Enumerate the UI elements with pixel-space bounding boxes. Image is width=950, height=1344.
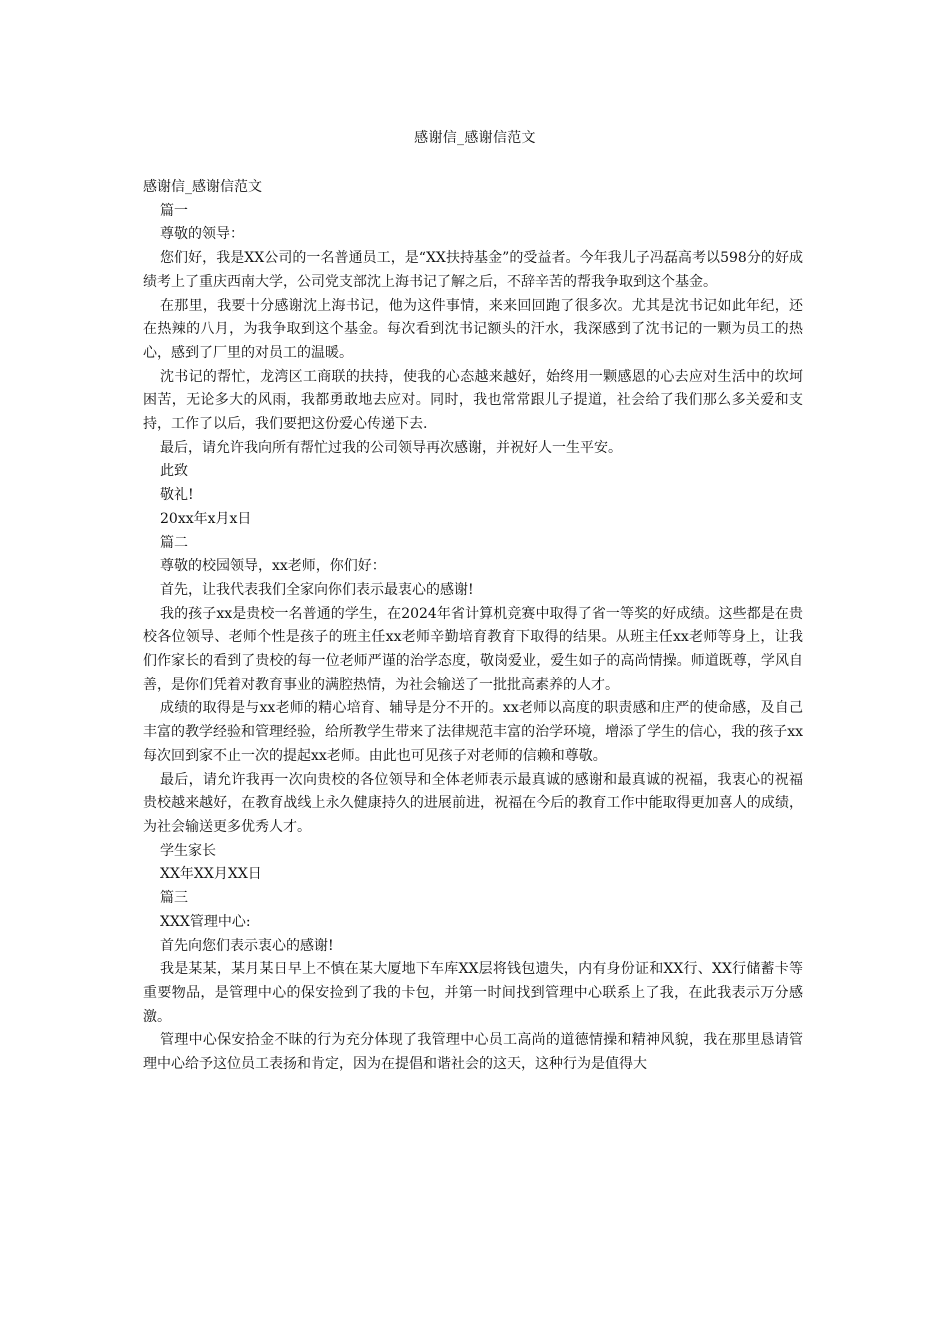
- paragraph: 最后，请允许我再一次向贵校的各位领导和全体老师表示最真诚的感谢和最真诚的祝福，我衷心的祝福贵校越来越好，在教育战线上永久健康持久的进展前进，祝福在今后的教育工作中能取得更加喜人的成绩，为社会输送更多优秀人才。: [143, 771, 803, 835]
- paragraph: 沈书记的帮忙，龙湾区工商联的扶持，使我的心态越来越好，始终用一颗感恩的心去应对生活中的坎坷困苦，无论多大的风雨，我都勇敢地去应对。同时，我也常常跟儿子提道，社会给了我们那么多关爱和支持，工作了以后，我们要把这份爱心传递下去.: [143, 368, 803, 433]
- paragraph: 学生家长: [160, 842, 216, 859]
- paragraph: 首先，让我代表我们全家向你们表示最衷心的感谢!: [160, 581, 474, 598]
- paragraph: 篇一: [160, 202, 188, 219]
- paragraph: 尊敬的领导：: [160, 226, 244, 243]
- page-title: 感谢信_感谢信范文: [414, 130, 536, 146]
- paragraph: 您们好，我是XX公司的一名普通员工，是“XX扶持基金”的受益者。今年我儿子冯磊高考以598分的好成绩考上了重庆西南大学，公司党支部沈上海书记了解之后，不辞辛苦的帮我争取到这个基金。: [143, 250, 803, 290]
- paragraph: 最后，请允许我向所有帮忙过我的公司领导再次感谢，并祝好人一生平安。: [160, 439, 622, 456]
- paragraph: 篇二: [160, 534, 188, 551]
- paragraph: 我是某某，某月某日早上不慎在某大厦地下车库XX层将钱包遗失，内有身份证和XX行、XX行储蓄卡等重要物品，是管理中心的保安捡到了我的卡包，并第一时间找到管理中心联系上了我，在此我表示万分感激。: [143, 961, 803, 1025]
- paragraph: 尊敬的校园领导，xx老师，你们好：: [160, 558, 386, 575]
- paragraph: 敬礼!: [160, 487, 194, 504]
- paragraph: XX年XX月XX日: [160, 866, 262, 883]
- paragraph: 首先向您们表示衷心的感谢!: [160, 937, 334, 954]
- paragraph: 成绩的取得是与xx老师的精心培育、辅导是分不开的。xx老师以高度的职责感和庄严的使命感，及自己丰富的教学经验和管理经验，给所教学生带来了法律规范丰富的治学环境，增添了学生的信心，我的孩子xx每次回到家不止一次的提起xx老师。由此也可见孩子对老师的信赖和尊敬。: [143, 700, 803, 764]
- paragraph: XXX管理中心:: [160, 913, 251, 930]
- paragraph: 在那里，我要十分感谢沈上海书记，他为这件事情，来来回回跑了很多次。尤其是沈书记如此年纪，还在热辣的八月，为我争取到这个基金。每次看到沈书记额头的汗水，我深感到了沈书记的一颗为员工的热心，感到了厂里的对员工的温暖。: [143, 297, 803, 361]
- paragraph: 20xx年x月x日: [160, 510, 252, 527]
- paragraph: 管理中心保安拾金不昧的行为充分体现了我管理中心员工高尚的道德情操和精神风貌，我在那里恳请管理中心给予这位员工表扬和肯定，因为在提倡和谐社会的这天，这种行为是值得大: [143, 1032, 803, 1073]
- paragraph: 篇三: [160, 890, 188, 907]
- paragraph: 我的孩子xx是贵校一名普通的学生，在2024年省计算机竞赛中取得了省一等奖的好成绩。这些都是在贵校各位领导、老师个性是孩子的班主任xx老师辛勤培育教育下取得的结果。从班主任xx老师等身上，让我们作家长的看到了贵校的每一位老师严谨的治学态度，敬岗爱业，爱生如子的高尚情操。师道既尊，学风自善，是你们凭着对教育事业的满腔热情，为社会输送了一批批高素养的人才。: [143, 605, 803, 693]
- document-body: [143, 176, 803, 1077]
- paragraph: 感谢信_感谢信范文: [143, 179, 262, 195]
- paragraph: 此致: [160, 463, 188, 480]
